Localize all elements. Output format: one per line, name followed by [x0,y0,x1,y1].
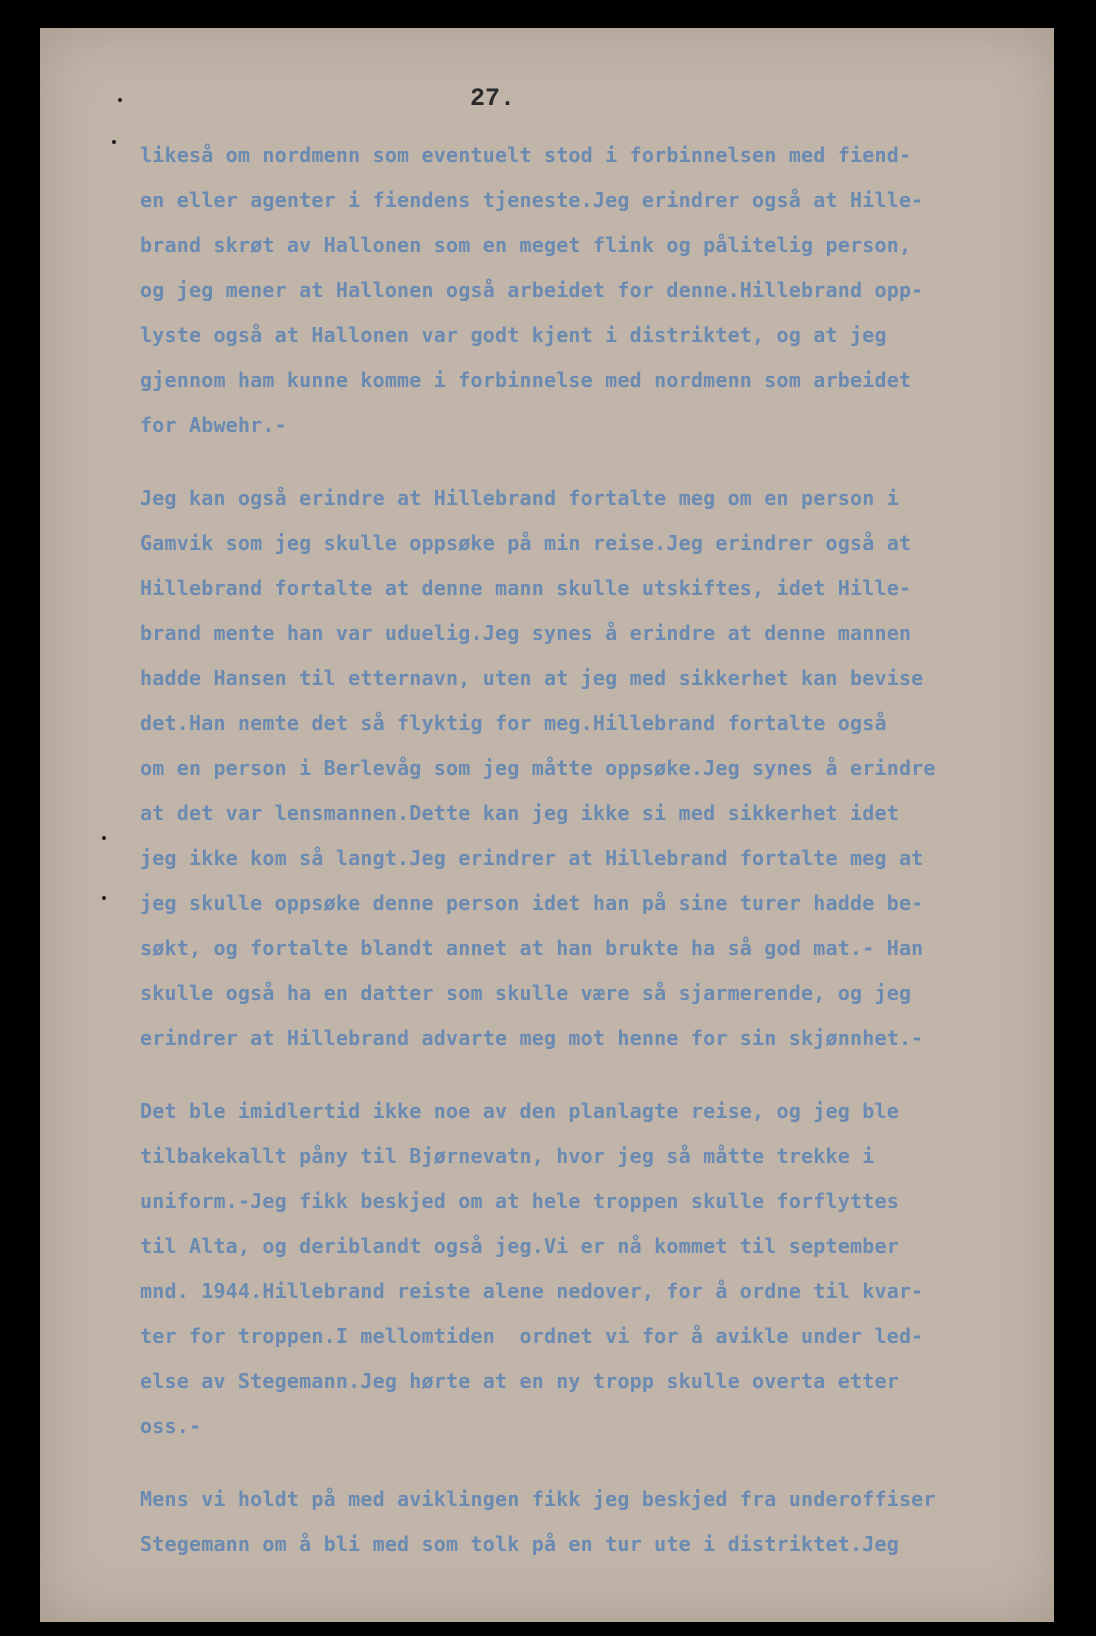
page-number: 27. [470,84,516,113]
text-line: mnd. 1944.Hillebrand reiste alene nedover, for å ordne til kvar- [140,1279,924,1303]
text-line: det.Han nemte det så flyktig for meg.Hillebrand fortalte også [140,711,887,735]
text-line: ter for troppen.I mellomtiden ordnet vi for å avikle under led- [140,1324,924,1348]
paragraph-1 [140,133,1010,1567]
margin-mark [112,140,116,144]
text-line: hadde Hansen til etternavn, uten at jeg med sikkerhet kan bevise [140,666,924,690]
text-line: jeg ikke kom så langt.Jeg erindrer at Hillebrand fortalte meg at [140,846,924,870]
text-line: Gamvik som jeg skulle oppsøke på min reise.Jeg erindrer også at [140,531,912,555]
text-line: for Abwehr.- [140,413,287,437]
text-line: brand mente han var uduelig.Jeg synes å erindre at denne mannen [140,621,912,645]
text-line: til Alta, og deriblandt også jeg.Vi er nå kommet til september [140,1234,899,1258]
margin-mark [102,896,106,900]
document-page [40,28,1054,1622]
text-line: erindrer at Hillebrand advarte meg mot henne for sin skjønnhet.- [140,1026,924,1050]
text-line: oss.- [140,1414,202,1438]
text-line: brand skrøt av Hallonen som en meget flink og pålitelig person, [140,233,912,257]
text-line: lyste også at Hallonen var godt kjent i distriktet, og at jeg [140,323,887,347]
text-line: likeså om nordmenn som eventuelt stod i forbinnelsen med fiend- [140,143,912,167]
text-line: om en person i Berlevåg som jeg måtte oppsøke.Jeg synes å erindre [140,756,936,780]
text-line: uniform.-Jeg fikk beskjed om at hele troppen skulle forflyttes [140,1189,899,1213]
text-line: Det ble imidlertid ikke noe av den planlagte reise, og jeg ble [140,1099,899,1123]
text-line: Jeg kan også erindre at Hillebrand fortalte meg om en person i [140,486,899,510]
text-line: at det var lensmannen.Dette kan jeg ikke si med sikkerhet idet [140,801,899,825]
text-line: Hillebrand fortalte at denne mann skulle utskiftes, idet Hille- [140,576,912,600]
text-line: en eller agenter i fiendens tjeneste.Jeg erindrer også at Hille- [140,188,924,212]
text-line: søkt, og fortalte blandt annet at han brukte ha så god mat.- Han [140,936,924,960]
text-line: gjennom ham kunne komme i forbinnelse med nordmenn som arbeidet [140,368,912,392]
margin-mark [118,98,122,102]
text-line: Mens vi holdt på med aviklingen fikk jeg beskjed fra underoffiser [140,1487,936,1511]
margin-mark [102,836,106,840]
text-line: else av Stegemann.Jeg hørte at en ny tropp skulle overta etter [140,1369,899,1393]
text-line: Stegemann om å bli med som tolk på en tur ute i distriktet.Jeg [140,1532,899,1556]
text-line: og jeg mener at Hallonen også arbeidet for denne.Hillebrand opp- [140,278,924,302]
text-line: jeg skulle oppsøke denne person idet han på sine turer hadde be- [140,891,924,915]
text-line: tilbakekallt påny til Bjørnevatn, hvor jeg så måtte trekke i [140,1144,875,1168]
text-line: skulle også ha en datter som skulle være så sjarmerende, og jeg [140,981,912,1005]
